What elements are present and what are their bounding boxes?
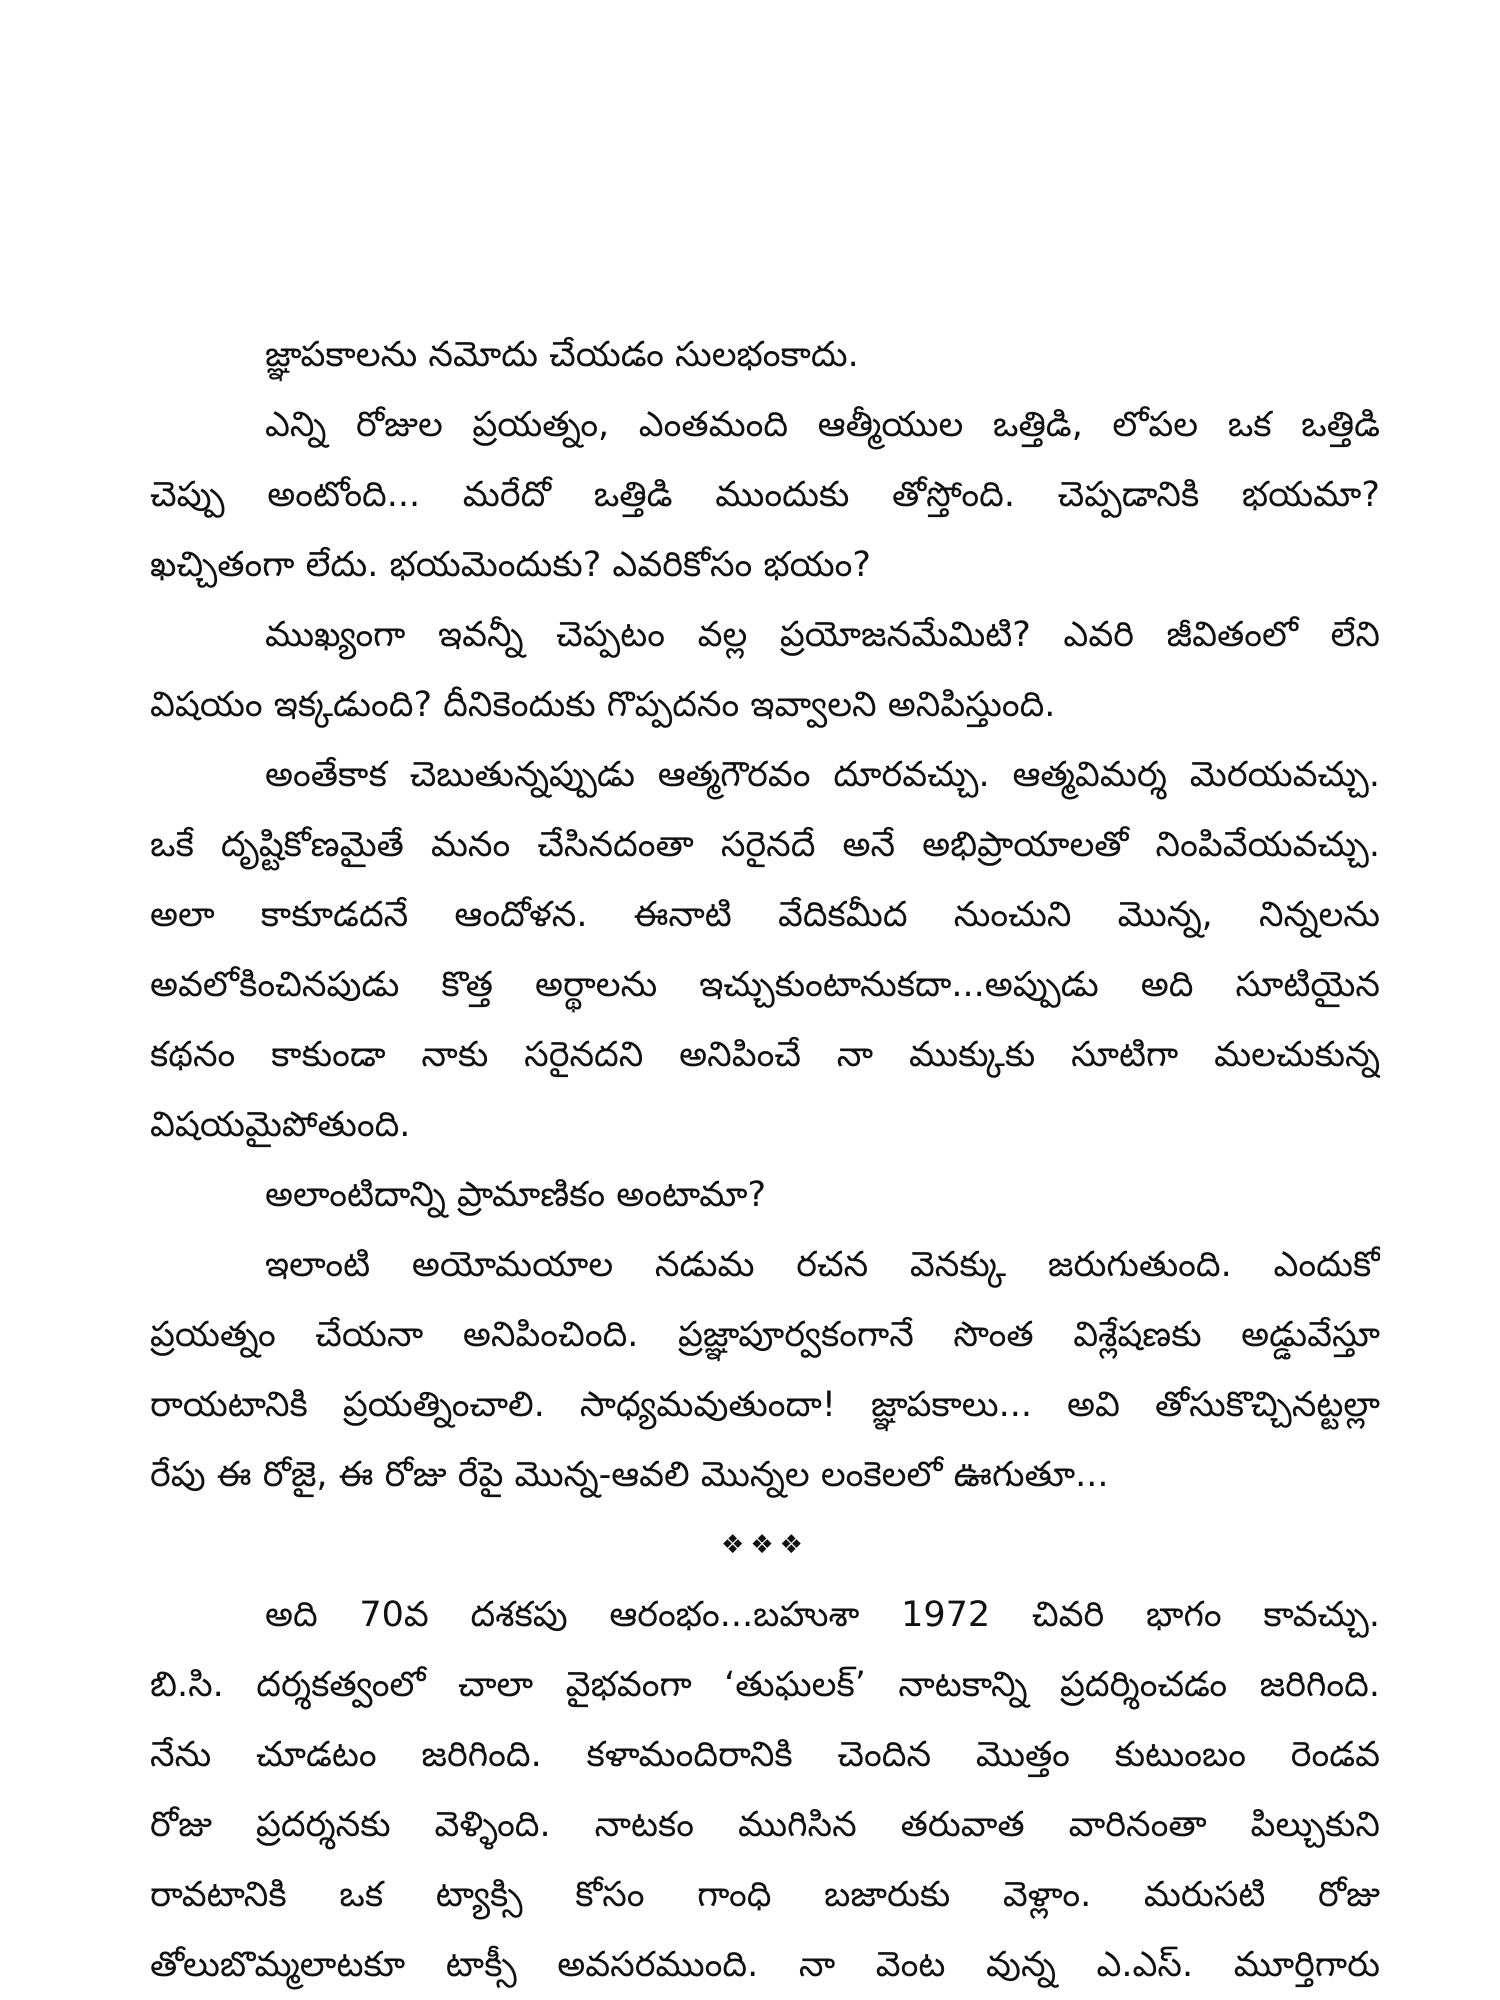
text-line: అలా కాకూడదనే ఆందోళన. ఈనాటి వేదికమీద నుంచుని మొన్న, నిన్నలను bbox=[150, 895, 1380, 935]
text-line: రాయటానికి ప్రయత్నించాలి. సాధ్యమవుతుందా! జ్ఞాపకాలు... అవి తోసుకొచ్చినట్టల్లా bbox=[150, 1385, 1380, 1425]
text-line: బి.సి. దర్శకత్వంలో చాలా వైభవంగా ‘తుఘలక్’ నాటకాన్ని ప్రదర్శించడం జరిగింది. bbox=[150, 1665, 1380, 1705]
text-line: ముఖ్యంగా ఇవన్నీ చెప్పటం వల్ల ప్రయోజనమేమిటి? ఎవరి జీవితంలో లేని bbox=[265, 615, 1380, 655]
text-line: ఒకే దృష్టికోణమైతే మనం చేసినదంతా సరైనదే అనే అభిప్రాయాలతో నింపివేయవచ్చు. bbox=[150, 825, 1380, 865]
text-line: జ్ఞాపకాలను నమోదు చేయడం సులభంకాదు. bbox=[265, 335, 859, 375]
text-line: అలాంటిదాన్ని ప్రామాణికం అంటామా? bbox=[265, 1175, 767, 1215]
body-text bbox=[150, 320, 1380, 2000]
text-line: ఇలాంటి అయోమయాల నడుమ రచన వెనక్కు జరుగుతుంది. ఎందుకో bbox=[265, 1245, 1380, 1285]
text-line: ఎన్ని రోజుల ప్రయత్నం, ఎంతమంది ఆత్మీయుల ఒత్తిడి, లోపల ఒక ఒత్తిడి bbox=[265, 405, 1380, 445]
text-line: చెప్పు అంటోంది... మరేదో ఒత్తిడి ముందుకు తోస్తోంది. చెప్పడానికి భయమా? bbox=[150, 475, 1380, 515]
text-line: విషయం ఇక్కడుంది? దీనికెందుకు గొప్పదనం ఇవ్వాలని అనిపిస్తుంది. bbox=[150, 685, 1056, 725]
text-line: అవలోకించినపుడు కొత్త అర్థాలను ఇచ్చుకుంటానుకదా...అప్పుడు అది సూటియైన bbox=[150, 965, 1380, 1005]
text-line: అది 70వ దశకపు ఆరంభం...బహుశా 1972 చివరి భాగం కావచ్చు. bbox=[265, 1595, 1380, 1635]
section-separator: ❖❖❖ bbox=[721, 1530, 809, 1560]
text-line: ఖచ్చితంగా లేదు. భయమెందుకు? ఎవరికోసం భయం? bbox=[150, 545, 871, 585]
text-line: తోలుబొమ్మలాటకూ టాక్సీ అవసరముంది. నా వెంట వున్న ఎ.ఎస్. మూర్తిగారు bbox=[150, 1945, 1380, 1985]
text-line: అంతేకాక చెబుతున్నప్పుడు ఆత్మగౌరవం దూరవచ్చు. ఆత్మవిమర్శ మెరయవచ్చు. bbox=[265, 755, 1380, 795]
text-line: ప్రయత్నం చేయనా అనిపించింది. ప్రజ్ఞాపూర్వకంగానే సొంత విశ్లేషణకు అడ్డువేస్తూ bbox=[150, 1315, 1380, 1355]
text-line: రేపు ఈ రోజై, ఈ రోజు రేపై మొన్న-ఆవలి మొన్నల లంకెలలో ఊగుతూ... bbox=[150, 1455, 1109, 1495]
text-line: కథనం కాకుండా నాకు సరైనదని అనిపించే నా ముక్కుకు సూటిగా మలచుకున్న bbox=[150, 1035, 1380, 1075]
text-line: రావటానికి ఒక ట్యాక్సి కోసం గాంధి బజారుకు వెళ్లాం. మరుసటి రోజు bbox=[150, 1875, 1380, 1915]
text-line: రోజు ప్రదర్శనకు వెళ్ళింది. నాటకం ముగిసిన తరువాత వారినంతా పిల్చుకుని bbox=[150, 1805, 1380, 1845]
text-line: నేను చూడటం జరిగింది. కళామందిరానికి చెందిన మొత్తం కుటుంబం రెండవ bbox=[150, 1735, 1380, 1775]
text-line: విషయమైపోతుంది. bbox=[150, 1105, 411, 1145]
